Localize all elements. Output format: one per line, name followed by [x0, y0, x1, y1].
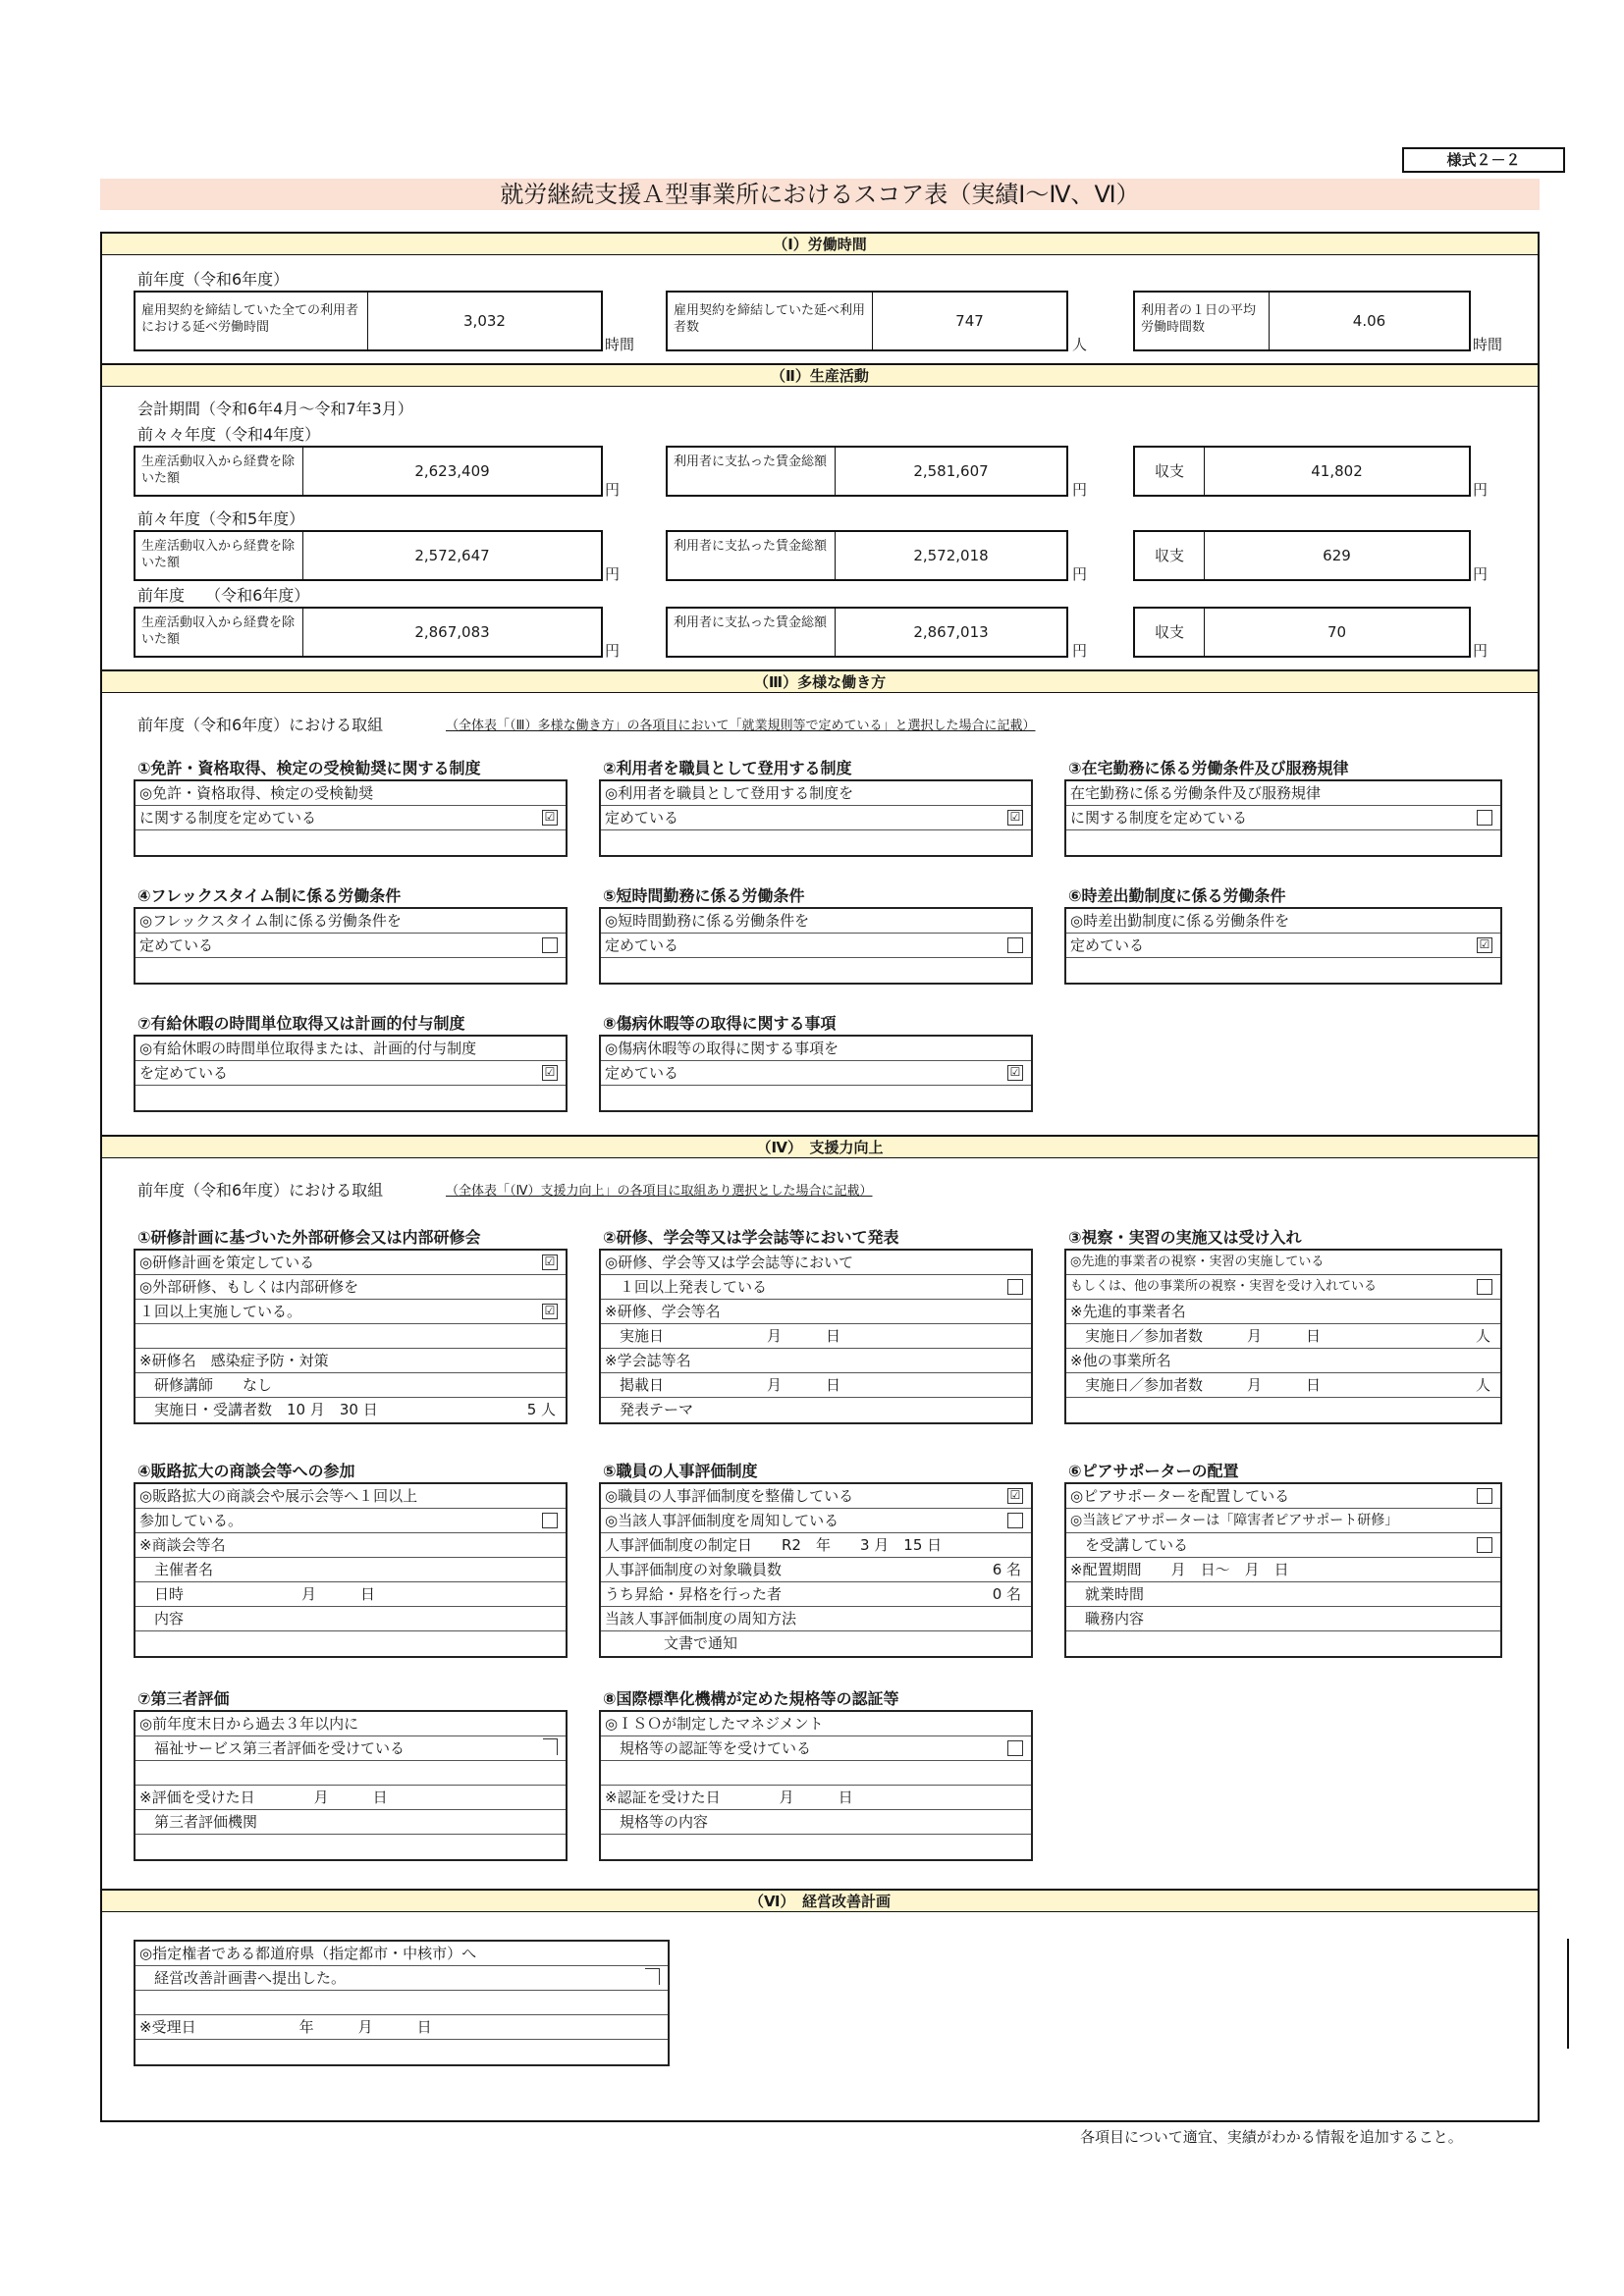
wages-value[interactable]: 2,581,607 — [835, 448, 1066, 495]
row-text: ◎指定権者である都道府県（指定都市・中核市）へ — [139, 1945, 477, 1962]
block-title: ②利用者を職員として登用する制度 — [603, 759, 852, 777]
row-text: 定めている — [605, 809, 679, 827]
row — [135, 1966, 668, 1991]
row-text: 人事評価制度の制定日 R2 年 3 月 15 日 — [605, 1536, 943, 1554]
sec3-note: （全体表「（Ⅲ）多様な働き方」の各項目において「就業規則等で定めている」と選択した場合に記載） — [446, 719, 1036, 733]
user-count-box — [666, 291, 1068, 351]
row — [601, 1558, 1031, 1582]
row-text: ※先進的事業者名 — [1070, 1303, 1186, 1320]
unit: 人 — [1475, 1376, 1490, 1394]
row — [135, 1300, 566, 1324]
row-text: ◎職員の人事評価制度を整備している — [605, 1487, 854, 1505]
row-text: １回以上発表している — [605, 1278, 768, 1296]
row — [135, 2040, 668, 2064]
sales-table — [134, 1482, 568, 1658]
row — [135, 1942, 668, 1966]
row — [135, 830, 566, 855]
avg-hours-box — [1133, 291, 1471, 351]
row-text: 定めている — [1070, 936, 1145, 954]
block-title: ⑧傷病休暇等の取得に関する事項 — [603, 1014, 837, 1033]
iso-table — [599, 1710, 1033, 1861]
row — [601, 1533, 1031, 1558]
block-title: ⑦第三者評価 — [137, 1689, 230, 1708]
block-title: ④販路拡大の商談会等への参加 — [137, 1462, 355, 1480]
policy-table — [599, 1035, 1033, 1112]
management-plan-table — [134, 1940, 670, 2066]
labor-hours-value[interactable]: 3,032 — [367, 293, 601, 349]
unit: 人 — [1475, 1327, 1490, 1345]
row-text: ◎先進的事業者の視察・実習の実施している — [1070, 1255, 1325, 1269]
sec4-intro: 前年度（令和6年度）における取組 — [137, 1181, 384, 1200]
year-period: 前年度 （令和6年度） — [137, 586, 310, 605]
balance-box — [1133, 607, 1471, 658]
field-label: 雇用契約を締結していた延べ利用者数 — [674, 303, 866, 335]
field-label: 生産活動収入から経費を除いた額 — [141, 615, 296, 647]
row-text: ◎免許・資格取得、検定の受検勧奨 — [139, 784, 374, 802]
wages-value[interactable]: 2,867,013 — [835, 609, 1066, 656]
row — [135, 1786, 566, 1810]
row — [135, 1835, 566, 1859]
row — [135, 1558, 566, 1582]
row-text: ◎短時間勤務に係る労働条件を — [605, 912, 810, 930]
unit: 円 — [1072, 565, 1088, 583]
net-income-box — [134, 446, 603, 497]
unit: 人 — [1072, 336, 1088, 353]
checkbox[interactable]: ☑ — [542, 1255, 558, 1270]
user-count-value[interactable]: 747 — [872, 293, 1066, 349]
row — [135, 1631, 566, 1656]
row-text: １回以上実施している。 — [139, 1303, 302, 1320]
wages-value[interactable]: 2,572,018 — [835, 532, 1066, 579]
row — [601, 1484, 1031, 1509]
row-text: ◎当該ピアサポーターは「障害者ピアサポート研修」 — [1070, 1513, 1399, 1528]
row — [601, 1835, 1031, 1859]
section-3-header: （Ⅲ）多様な働き方 — [102, 669, 1538, 693]
row-text: ◎フレックスタイム制に係る労働条件を — [139, 912, 402, 930]
row — [1066, 1398, 1500, 1422]
unit: 円 — [1473, 565, 1489, 583]
row-text: 福祉サービス第三者評価を受けている — [139, 1739, 406, 1757]
row — [1066, 1582, 1500, 1607]
row — [135, 1086, 566, 1110]
balance-value[interactable]: 629 — [1204, 532, 1469, 579]
checkbox[interactable] — [1477, 1488, 1492, 1504]
row — [1066, 909, 1500, 934]
unit: 時間 — [1473, 336, 1503, 353]
presentation-table — [599, 1249, 1033, 1424]
row-text: 実施日／参加者数 月 日 — [1070, 1376, 1322, 1394]
row-text: ◎当該人事評価制度を周知している — [605, 1512, 839, 1529]
field-label: 雇用契約を締結していた全ての利用者における延べ労働時間 — [141, 303, 359, 335]
row-text: ◎時差出勤制度に係る労働条件を — [1070, 912, 1290, 930]
row-text: ◎研修計画を策定している — [139, 1254, 315, 1271]
row — [1066, 1324, 1500, 1349]
checkbox[interactable]: ☑ — [542, 810, 558, 826]
row — [601, 958, 1031, 983]
policy-table — [599, 779, 1033, 857]
row-text: 定めている — [605, 1064, 679, 1082]
row-text: 規格等の認証等を受けている — [605, 1739, 812, 1757]
accounting-period: 会計期間（令和6年4月～令和7年3月） — [137, 400, 413, 418]
row-text: ◎有給休暇の時間単位取得または、計画的付与制度 — [139, 1040, 477, 1057]
block-title: ④フレックスタイム制に係る労働条件 — [137, 886, 402, 905]
block-title: ①研修計画に基づいた外部研修会又は内部研修会 — [137, 1228, 481, 1247]
row-text: 日時 月 日 — [139, 1585, 376, 1603]
checkbox[interactable]: ☑ — [1007, 1065, 1023, 1081]
row-text: ◎前年度末日から過去３年以内に — [139, 1715, 359, 1733]
row-text: ※評価を受けた日 月 日 — [139, 1789, 388, 1806]
field-label: 生産活動収入から経費を除いた額 — [141, 539, 296, 570]
field-label: 収支 — [1155, 462, 1185, 480]
row — [1066, 1533, 1500, 1558]
row — [135, 1349, 566, 1373]
row — [135, 1061, 566, 1086]
site-visit-table — [1064, 1249, 1502, 1424]
row-text: 当該人事評価制度の周知方法 — [605, 1610, 797, 1628]
policy-table — [1064, 779, 1502, 857]
row-text: ※受理日 年 月 日 — [139, 2018, 432, 2036]
checkbox[interactable]: ☑ — [542, 1304, 558, 1319]
row — [1066, 1349, 1500, 1373]
peer-supporter-table — [1064, 1482, 1502, 1658]
row — [1066, 1509, 1500, 1533]
row-text: ◎研修、学会等又は学会誌等において — [605, 1254, 854, 1271]
unit: 円 — [1072, 481, 1088, 499]
row — [601, 1786, 1031, 1810]
row — [135, 1810, 566, 1835]
row-text: うち昇給・昇格を行った者 — [605, 1585, 783, 1603]
checkbox[interactable]: ☑ — [542, 1065, 558, 1081]
row-text: 定めている — [139, 936, 214, 954]
row — [135, 1275, 566, 1300]
row — [601, 1251, 1031, 1275]
row — [1066, 1558, 1500, 1582]
row — [1066, 958, 1500, 983]
checkbox[interactable] — [1007, 937, 1023, 953]
checkbox[interactable] — [645, 1968, 660, 1985]
row — [601, 934, 1031, 958]
row-text: ※研修、学会等名 — [605, 1303, 721, 1320]
row — [601, 1582, 1031, 1607]
row-text: 発表テーマ — [605, 1401, 694, 1418]
row-text: 内容 — [139, 1610, 185, 1628]
block-title: ⑥時差出勤制度に係る労働条件 — [1068, 886, 1286, 905]
policy-table — [1064, 907, 1502, 985]
checkbox[interactable] — [542, 1513, 558, 1528]
row-text: ※商談会等名 — [139, 1536, 226, 1554]
row — [601, 1810, 1031, 1835]
unit: 円 — [605, 642, 621, 660]
field-label: 収支 — [1155, 623, 1185, 641]
checkbox[interactable] — [543, 1738, 558, 1755]
row — [135, 958, 566, 983]
row-text: を定めている — [139, 1064, 229, 1082]
row — [135, 1607, 566, 1631]
year-period: 前々年度（令和5年度） — [137, 509, 305, 528]
row-text: ◎利用者を職員として登用する制度を — [605, 784, 854, 802]
row — [135, 1398, 566, 1422]
row — [601, 1373, 1031, 1398]
row-text: 参加している。 — [139, 1512, 244, 1529]
policy-table — [134, 779, 568, 857]
row-text: ※研修名 感染症予防・対策 — [139, 1352, 329, 1369]
row — [135, 1582, 566, 1607]
row-text: ※学会誌等名 — [605, 1352, 691, 1369]
wages-box — [666, 446, 1068, 497]
labor-hours-box — [134, 291, 603, 351]
checkbox[interactable]: ☑ — [1477, 937, 1492, 953]
row — [1066, 806, 1500, 830]
staff-count: 6 名 — [992, 1561, 1021, 1578]
row-text: 人事評価制度の対象職員数 — [605, 1561, 783, 1578]
row-text: に関する制度を定めている — [139, 809, 317, 827]
row-text: 就業時間 — [1070, 1585, 1145, 1603]
row — [135, 806, 566, 830]
checkbox[interactable] — [1477, 810, 1492, 826]
row — [135, 1324, 566, 1349]
row-text: 規格等の内容 — [605, 1813, 709, 1831]
policy-table — [134, 1035, 568, 1112]
balance-box — [1133, 530, 1471, 581]
block-title: ③視察・実習の実施又は受け入れ — [1068, 1228, 1302, 1247]
row — [601, 1300, 1031, 1324]
row — [601, 1086, 1031, 1110]
checkbox[interactable] — [1007, 1513, 1023, 1528]
row-text: ◎ピアサポーターを配置している — [1070, 1487, 1290, 1505]
row — [135, 1533, 566, 1558]
block-title: ⑥ピアサポーターの配置 — [1068, 1462, 1239, 1480]
balance-box — [1133, 446, 1471, 497]
sec3-intro: 前年度（令和6年度）における取組 — [137, 716, 384, 734]
unit: 円 — [1473, 642, 1489, 660]
year-period: 前々々年度（令和4年度） — [137, 425, 321, 444]
field-label: 生産活動収入から経費を除いた額 — [141, 454, 296, 486]
row — [1066, 1251, 1500, 1275]
evaluation-table — [599, 1482, 1033, 1658]
policy-table — [599, 907, 1033, 985]
checkbox[interactable] — [1007, 1279, 1023, 1295]
avg-hours-value[interactable]: 4.06 — [1269, 293, 1469, 349]
section-2-header: （Ⅱ）生産活動 — [102, 363, 1538, 387]
block-title: ⑦有給休暇の時間単位取得又は計画的付与制度 — [137, 1014, 465, 1033]
row-text: 在宅勤務に係る労働条件及び服務規律 — [1070, 784, 1322, 802]
wages-box — [666, 530, 1068, 581]
unit: 円 — [605, 565, 621, 583]
row-text: 経営改善計画書へ提出した。 — [139, 1969, 347, 1987]
row — [601, 781, 1031, 806]
row — [601, 1037, 1031, 1061]
section-1-header: （Ⅰ）労働時間 — [102, 232, 1538, 255]
row — [601, 1607, 1031, 1631]
row — [135, 1037, 566, 1061]
row — [1066, 1373, 1500, 1398]
row — [135, 1484, 566, 1509]
row-text: ◎販路拡大の商談会や展示会等へ１回以上 — [139, 1487, 418, 1505]
row — [1066, 1631, 1500, 1656]
block-title: ②研修、学会等又は学会誌等において発表 — [603, 1228, 899, 1247]
row-text: ※配置期間 月 日～ 月 日 — [1070, 1561, 1289, 1578]
field-label: 利用者の１日の平均労働時間数 — [1141, 303, 1257, 335]
checkbox[interactable] — [1477, 1279, 1492, 1295]
row-text: 掲載日 月 日 — [605, 1376, 841, 1394]
row-text: 職務内容 — [1070, 1610, 1145, 1628]
row-text: もしくは、他の事業所の視察・実習を受け入れている — [1070, 1279, 1378, 1294]
field-label: 利用者に支払った賃金総額 — [674, 454, 828, 469]
row — [135, 1509, 566, 1533]
section-6-header: （Ⅵ） 経営改善計画 — [102, 1889, 1538, 1912]
row — [1066, 934, 1500, 958]
row-text: に関する制度を定めている — [1070, 809, 1248, 827]
balance-value[interactable]: 41,802 — [1204, 448, 1469, 495]
row — [601, 1509, 1031, 1533]
training-plan-table — [134, 1249, 568, 1424]
row — [135, 1736, 566, 1761]
footer-note: 各項目について適宜、実績がわかる情報を追加すること。 — [1080, 2128, 1463, 2146]
unit: 円 — [1473, 481, 1489, 499]
sec4-note: （全体表「（Ⅳ）支援力向上」の各項目に取組あり選択とした場合に記載） — [446, 1184, 873, 1199]
row-text: 主催者名 — [139, 1561, 214, 1578]
row-text: 実施日／参加者数 月 日 — [1070, 1327, 1322, 1345]
checkbox[interactable]: ☑ — [1007, 810, 1023, 826]
row — [601, 1398, 1031, 1422]
row-text: 定めている — [605, 936, 679, 954]
side-line — [1567, 1939, 1569, 2049]
net-income-box — [134, 530, 603, 581]
unit: 時間 — [605, 336, 635, 353]
row — [601, 1275, 1031, 1300]
row — [601, 1761, 1031, 1786]
field-label: 利用者に支払った賃金総額 — [674, 615, 828, 630]
row — [601, 1712, 1031, 1736]
row — [135, 1712, 566, 1736]
row — [1066, 781, 1500, 806]
row — [135, 1761, 566, 1786]
row-text: 第三者評価機関 — [139, 1813, 258, 1831]
row-text: ◎傷病休暇等の取得に関する事項を — [605, 1040, 839, 1057]
row-text: 文書で通知 — [605, 1634, 738, 1652]
block-title: ⑤職員の人事評価制度 — [603, 1462, 758, 1480]
row-text: を受講している — [1070, 1536, 1189, 1554]
row — [601, 909, 1031, 934]
unit: 円 — [1072, 642, 1088, 660]
row — [135, 781, 566, 806]
row-text: 実施日 月 日 — [605, 1327, 841, 1345]
row — [135, 909, 566, 934]
field-label: 収支 — [1155, 547, 1185, 564]
row — [1066, 1607, 1500, 1631]
row — [135, 1373, 566, 1398]
block-title: ⑧国際標準化機構が定めた規格等の認証等 — [603, 1689, 899, 1708]
row-text: ◎ＩＳＯが制定したマネジメント — [605, 1715, 824, 1733]
block-title: ⑤短時間勤務に係る労働条件 — [603, 886, 805, 905]
participant-count: 5 人 — [526, 1401, 556, 1418]
net-income-value[interactable]: 2,572,647 — [302, 532, 601, 579]
section-4-header: （Ⅳ） 支援力向上 — [102, 1135, 1538, 1158]
row — [135, 1991, 668, 2015]
checkbox[interactable] — [1477, 1537, 1492, 1553]
net-income-value[interactable]: 2,867,083 — [302, 609, 601, 656]
row — [1066, 1484, 1500, 1509]
checkbox[interactable] — [1007, 1740, 1023, 1756]
wages-box — [666, 607, 1068, 658]
row-text: ※認証を受けた日 月 日 — [605, 1789, 853, 1806]
row — [135, 934, 566, 958]
unit: 円 — [605, 481, 621, 499]
form-id-label: 様式２－２ — [1402, 147, 1565, 173]
row — [601, 1736, 1031, 1761]
row-text: ◎外部研修、もしくは内部研修を — [139, 1278, 359, 1296]
row — [601, 1631, 1031, 1656]
row — [601, 806, 1031, 830]
row — [1066, 1300, 1500, 1324]
balance-value[interactable]: 70 — [1204, 609, 1469, 656]
row — [601, 830, 1031, 855]
sec1-period: 前年度（令和6年度） — [137, 270, 290, 289]
row-text: 実施日・受講者数 10 月 30 日 — [139, 1401, 378, 1418]
row-text: 研修講師 なし — [139, 1376, 273, 1394]
third-party-table — [134, 1710, 568, 1861]
policy-table — [134, 907, 568, 985]
checkbox[interactable] — [542, 937, 558, 953]
block-title: ③在宅勤務に係る労働条件及び服務規律 — [1068, 759, 1349, 777]
page-title: 就労継続支援Ａ型事業所におけるスコア表（実績Ⅰ～Ⅳ、Ⅵ） — [100, 179, 1540, 210]
checkbox[interactable]: ☑ — [1007, 1488, 1023, 1504]
row — [601, 1061, 1031, 1086]
row — [1066, 830, 1500, 855]
net-income-value[interactable]: 2,623,409 — [302, 448, 601, 495]
row-text: ※他の事業所名 — [1070, 1352, 1171, 1369]
row — [1066, 1275, 1500, 1300]
row — [601, 1324, 1031, 1349]
row — [135, 1251, 566, 1275]
row — [135, 2015, 668, 2040]
block-title: ①免許・資格取得、検定の受検勧奨に関する制度 — [137, 759, 481, 777]
net-income-box — [134, 607, 603, 658]
field-label: 利用者に支払った賃金総額 — [674, 539, 828, 554]
row — [601, 1349, 1031, 1373]
promoted-count: 0 名 — [992, 1585, 1021, 1603]
